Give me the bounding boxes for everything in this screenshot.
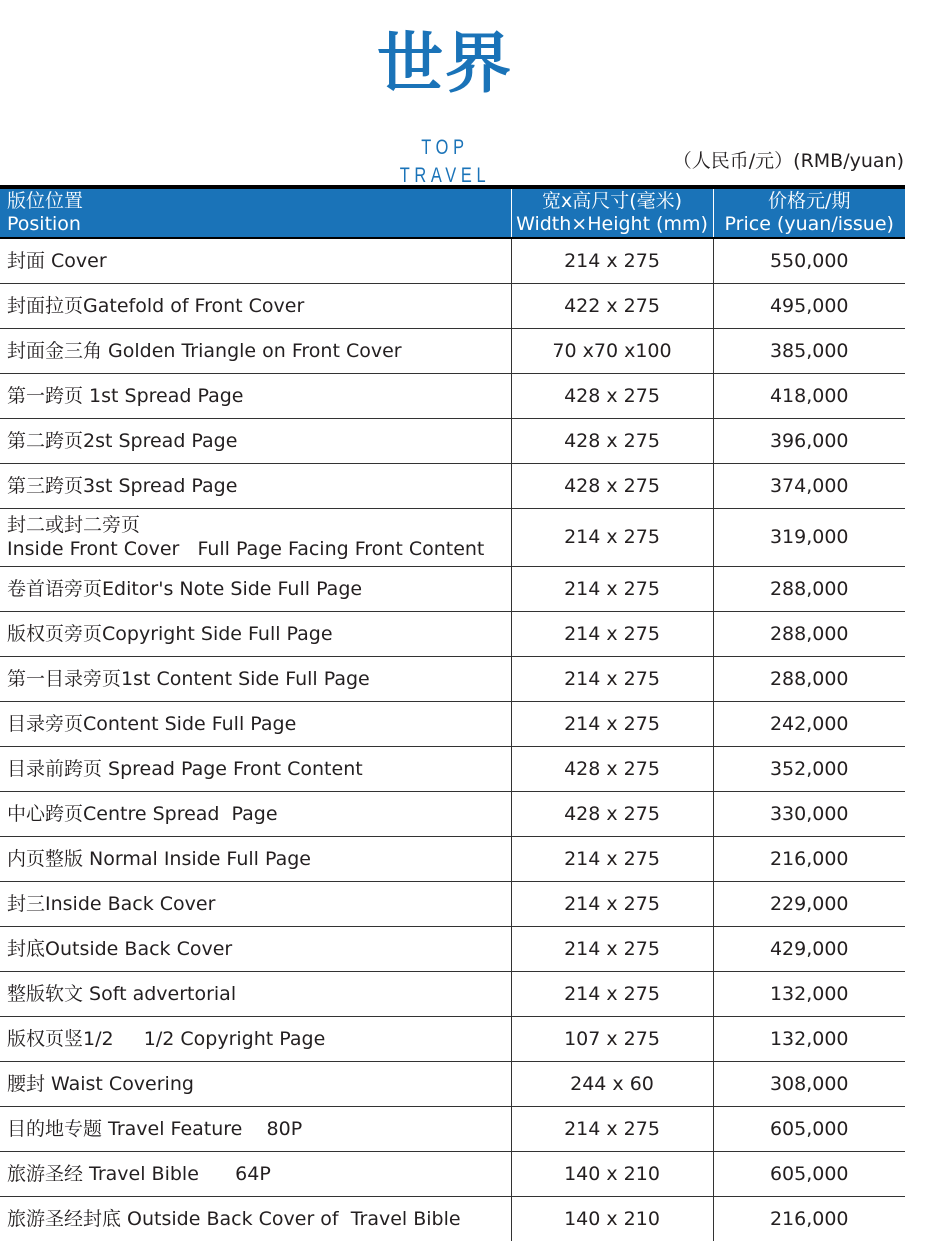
table-row	[0, 1061, 905, 1106]
size-cell: 214 x 275	[511, 701, 713, 746]
price-cell: 242,000	[713, 701, 905, 746]
header-size-en: Width×Height (mm)	[516, 213, 708, 235]
position-cell: 目录旁页Content Side Full Page	[0, 701, 511, 746]
size-cell: 244 x 60	[511, 1061, 713, 1106]
price-cell: 216,000	[713, 1196, 905, 1241]
header-position	[0, 187, 511, 238]
price-cell: 429,000	[713, 926, 905, 971]
price-cell: 229,000	[713, 881, 905, 926]
logo-cjk-text: 世界	[377, 25, 513, 102]
position-cell: 卷首语旁页Editor's Note Side Full Page	[0, 566, 511, 611]
header-position-cn: 版位位置	[7, 190, 84, 212]
size-cell: 214 x 275	[511, 881, 713, 926]
position-line-1: 封二或封二旁页	[7, 514, 141, 536]
position-cell: 目录前跨页 Spread Page Front Content	[0, 746, 511, 791]
table-row	[0, 836, 905, 881]
header-price-en: Price (yuan/issue)	[724, 213, 894, 235]
table-row	[0, 1016, 905, 1061]
price-cell: 605,000	[713, 1151, 905, 1196]
table-row	[0, 611, 905, 656]
magazine-logo	[374, 12, 516, 187]
position-cell: 封面 Cover	[0, 238, 511, 283]
table-row	[0, 508, 905, 566]
price-cell: 495,000	[713, 283, 905, 328]
price-cell: 132,000	[713, 971, 905, 1016]
table-header	[0, 187, 905, 238]
position-cell: 内页整版 Normal Inside Full Page	[0, 836, 511, 881]
table-body	[0, 238, 905, 1241]
price-cell: 605,000	[713, 1106, 905, 1151]
header-price	[713, 187, 905, 238]
price-cell: 308,000	[713, 1061, 905, 1106]
price-cell: 288,000	[713, 611, 905, 656]
table-row	[0, 1196, 905, 1241]
table-row	[0, 418, 905, 463]
price-cell: 385,000	[713, 328, 905, 373]
table-row	[0, 1106, 905, 1151]
price-cell: 319,000	[713, 508, 905, 566]
size-cell: 214 x 275	[511, 836, 713, 881]
price-cell: 550,000	[713, 238, 905, 283]
table-row	[0, 881, 905, 926]
size-cell: 140 x 210	[511, 1196, 713, 1241]
table-row	[0, 701, 905, 746]
table-row	[0, 463, 905, 508]
table-row	[0, 1151, 905, 1196]
size-cell: 428 x 275	[511, 373, 713, 418]
position-cell: 目的地专题 Travel Feature 80P	[0, 1106, 511, 1151]
position-cell: 封三Inside Back Cover	[0, 881, 511, 926]
logo-latin-text: TOP TRAVEL	[399, 136, 491, 187]
table-row	[0, 746, 905, 791]
size-cell: 428 x 275	[511, 418, 713, 463]
table-row	[0, 283, 905, 328]
position-cell: 版权页旁页Copyright Side Full Page	[0, 611, 511, 656]
size-cell: 214 x 275	[511, 971, 713, 1016]
position-cell: 封底Outside Back Cover	[0, 926, 511, 971]
size-cell: 214 x 275	[511, 1106, 713, 1151]
position-cell: 第三跨页3st Spread Page	[0, 463, 511, 508]
position-cell: 整版软文 Soft advertorial	[0, 971, 511, 1016]
size-cell: 428 x 275	[511, 463, 713, 508]
table-row	[0, 791, 905, 836]
position-cell: 中心跨页Centre Spread Page	[0, 791, 511, 836]
size-cell: 214 x 275	[511, 238, 713, 283]
ad-rate-table	[0, 185, 905, 1241]
size-cell: 70 x70 x100	[511, 328, 713, 373]
price-cell: 352,000	[713, 746, 905, 791]
price-cell: 418,000	[713, 373, 905, 418]
table-row	[0, 328, 905, 373]
table-row	[0, 656, 905, 701]
position-cell: 版权页竖1/2 1/2 Copyright Page	[0, 1016, 511, 1061]
position-cell: 旅游圣经 Travel Bible 64P	[0, 1151, 511, 1196]
position-cell: 旅游圣经封底 Outside Back Cover of Travel Bible	[7, 1207, 461, 1230]
position-cell: 封面金三角 Golden Triangle on Front Cover	[0, 328, 511, 373]
size-cell: 422 x 275	[511, 283, 713, 328]
size-cell: 214 x 275	[511, 611, 713, 656]
table-row	[0, 971, 905, 1016]
currency-unit-note: （人民币/元）(RMB/yuan)	[672, 150, 904, 172]
position-line-2: Inside Front Cover Full Page Facing Front Content	[7, 538, 485, 560]
table-row	[0, 566, 905, 611]
position-cell: 腰封 Waist Covering	[0, 1061, 511, 1106]
size-cell: 428 x 275	[511, 791, 713, 836]
header-size-cn: 宽x高尺寸(毫米)	[541, 190, 683, 212]
size-cell: 428 x 275	[511, 746, 713, 791]
size-cell: 214 x 275	[511, 926, 713, 971]
table-row	[0, 926, 905, 971]
size-cell: 214 x 275	[511, 508, 713, 566]
price-cell: 396,000	[713, 418, 905, 463]
price-cell: 374,000	[713, 463, 905, 508]
size-cell: 214 x 275	[511, 656, 713, 701]
table-row	[0, 238, 905, 283]
position-cell: 封面拉页Gatefold of Front Cover	[0, 283, 511, 328]
position-cell: 第二跨页2st Spread Page	[0, 418, 511, 463]
size-cell: 140 x 210	[511, 1151, 713, 1196]
header-size	[511, 187, 713, 238]
header-position-en: Position	[7, 213, 81, 235]
price-cell: 288,000	[713, 656, 905, 701]
size-cell: 214 x 275	[511, 566, 713, 611]
position-cell: 第一跨页 1st Spread Page	[0, 373, 511, 418]
header-price-cn: 价格元/期	[768, 190, 851, 212]
price-cell: 330,000	[713, 791, 905, 836]
table-row	[0, 373, 905, 418]
size-cell: 107 x 275	[511, 1016, 713, 1061]
price-cell: 288,000	[713, 566, 905, 611]
position-cell: 第一目录旁页1st Content Side Full Page	[0, 656, 511, 701]
price-cell: 132,000	[713, 1016, 905, 1061]
price-cell: 216,000	[713, 836, 905, 881]
position-cell	[0, 508, 511, 566]
